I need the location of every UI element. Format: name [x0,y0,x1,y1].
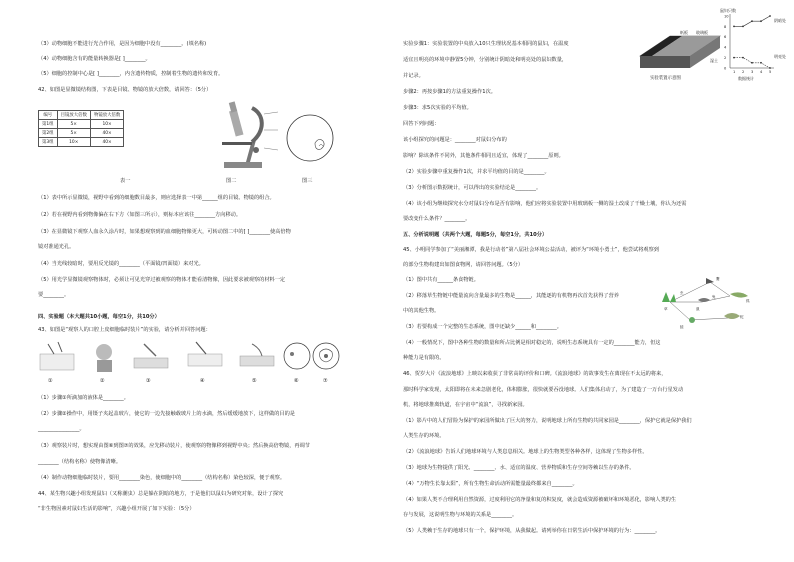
y-tick-label: 6 [724,35,727,40]
y-tick-label: 8 [724,24,727,29]
question-line: 步骤2：再按步骤1的方法重复操作1次。 [403,89,496,95]
data-point [769,67,771,69]
x-tick-label: 5 [769,70,772,74]
question-line: （1）图中共有______条食物链。 [403,277,479,283]
question-line: （2）《流浪地球》告诉人们地球环境与人类息息相关。地球上的生物类型各种各样，这体现了生物多样性。 [403,449,648,455]
question-line: 45、小明同学参加了“美丽湘潭，我是行动者”第八届社会环境公益活动，被评为“环境小勇士”，他尝试将观察到 [403,247,659,253]
data-point [760,20,762,22]
step-label: ⑦ [323,378,328,384]
question-line: “非生物因素对鼠妇生活的影响”，兴趣小组开展了如下实验：（5分） [38,506,195,512]
table-header: 编号 [39,111,58,120]
step-label: ④ [200,378,205,384]
section-heading: 四、实验题（本大题共10小题，每空1分，共10分） [38,314,160,320]
figure-caption: 图三 [302,178,313,184]
question-line: （2）实验步骤中重复操作1次，并求平均值的目的是________。 [403,169,550,175]
table-row: 第3组 10× 40× [39,138,124,147]
apparatus-figure [636,30,722,84]
question-line: 该小组探究的问题是：________对鼠妇分布的 [403,137,507,143]
question-line: 要________。 [38,292,70,298]
step-label: ② [100,378,105,384]
organism-label: 虫 [680,291,684,295]
organism-label: 鹰 [716,277,720,281]
apparatus-label: 玻璃板 [696,30,708,35]
question-line: 种能力是有限的。 [403,355,445,361]
question-line: （3）动物细胞不能进行光合作用，是因为细胞中没有________。(填名称) [38,41,207,47]
question-line: 机，将地球推离轨道，在宇宙中“流浪”，寻找新家园。 [403,402,528,408]
field-of-view-figure [285,113,335,163]
x-tick-label: 4 [760,70,763,74]
table-header: 目镜放大倍数 [57,111,90,120]
organism-label: 蛇 [740,315,744,319]
question-line: 中的其他生物。 [403,308,440,314]
question-line: （4）该小组为继续探究水分对鼠妇分布是否有影响，他们应将实验装置中用玻璃板一侧的湿土改成了干燥土壤，你认为还需 [403,201,687,207]
question-line: （4）“万物生长靠太阳”，所有生物生命活动所需能量最终都来自________。 [403,481,578,487]
x-tick-label: 2 [742,70,745,74]
question-line: （2）移落草生物链中能量流向含量最多的生物是______，其能逐的有机物再次首先获得了营养 [403,293,619,299]
graph-y-label: 鼠妇只数 [720,8,736,13]
organism-label: 鼠 [696,307,700,311]
x-tick-label: 3 [751,70,754,74]
grass-icon [662,292,676,302]
question-line: （3）若要构成一个完整的生态系统，图中还缺少______和________。 [403,324,562,330]
table-header: 物镜放大倍数 [90,111,123,120]
experiment-steps-figure [40,340,330,376]
question-line: 实验步骤1：实验装置的中央放入10只生理状况基本相同的鼠妇，在温度 [403,41,569,47]
microscope-figure [206,100,286,172]
food-web-figure [650,272,760,336]
question-line: 镜对准通光孔。 [38,244,75,250]
question-line: （5）用光学显微镜观察物体时，必须让可见光穿过被观察的物体才能看清物像，因此要求被观察的材料一定 [38,277,286,283]
table-row: 第2组 5× 40× [39,129,124,138]
data-point [742,26,744,28]
question-line: 人类生存的环境。 [403,433,445,439]
y-tick-label: 10 [724,14,729,19]
y-tick-label: 4 [724,45,727,50]
question-line: （2）步骤②操作中，用镊子夹起盖玻片，使它的一边先接触载玻片上的水滴，然后缓缓地放下，这样做的目的是 [38,411,295,417]
question-line: （1）步骤①所滴加的液体是________。 [38,395,129,401]
data-point [733,57,735,59]
question-line: ________________。 [38,426,85,432]
step-label: ⑤ [252,378,257,384]
step-label: ③ [146,378,151,384]
table-row: 第1组 5× 10× [39,120,124,129]
question-line: 那时科学家发现，太阳即将在未来急剧老化，体积膨胀，很快就要吞没地球。人们集体启动了，为了建造了一万台行星发动 [403,387,684,393]
question-line: （2）若在视野内看到物像偏在右下方（如图三所示），则标本应该往________方向移动。 [38,212,242,218]
graph-x-label: 数据统计 [738,76,754,81]
fox-icon [730,292,748,297]
apparatus-caption: 实验装置示意图 [650,76,681,81]
question-line: （5）人类赖于生存的地球只有一个，保护环境，从我做起。请列举你在日常生活中保护环境的行为：________。 [403,528,661,534]
step-label: ① [48,378,53,384]
question-line: 的部分生物构建出如图食物网，请回答问题。（5分） [403,262,524,268]
organism-label: 兔 [712,295,716,299]
mouse-woman-line-graph [718,4,792,88]
eagle-icon [706,278,714,284]
apparatus-label: 纸板 [680,30,688,35]
question-line: （1）影片中的人们冒险为保护的家园所做出了巨大的努力，说明地球上所有生物的共同家园是________，保护它就是保护我们 [403,418,692,424]
rodent-icon [698,298,710,302]
question-line: （4）动物细胞含有的能量转换器是[ ]________。 [38,56,151,62]
organism-label: 草 [664,307,668,311]
question-line: （1）表中所示显微镜，视野中看到的细胞数目最多，则应选择表一中第______组的目镜、物镜的组合。 [38,195,275,201]
section-heading: 五、分析说明题（共两个大题，每题5分，每空1分，共10分） [403,232,548,238]
question-line: （4）一般情况下，图中各种生物的数量和所占比例是相对稳定的，说明生态系统具有一定的________能力，但这 [403,340,661,346]
question-line: （4）如果人类不合理利用自然资源，过度利用它的净量和复的积复度，就会造成资源被破坏和环境恶化，影响人类的生 [403,497,677,503]
organism-label: 狐 [746,299,750,303]
organism-label: 蛙 [680,325,684,329]
y-tick-label: 0 [724,66,727,71]
question-line: 44、某生物兴趣小组发现鼠妇（又称潮虫）总是躲在阴暗的地方，于是他们以鼠妇为研究对象，设计了探究 [38,491,284,497]
magnification-table [38,110,124,147]
question-line: 42、如图是显微镜结构图，下表是目镜、物镜的放大倍数，请回答：（5分） [38,87,212,93]
question-line: 并记录。 [403,73,424,79]
question-line: 适宜且明亮的环境中静置5分钟，分别统计阴暗处和明亮处的鼠妇数量， [403,57,568,63]
question-line: 要改变什么条件？________。 [403,216,471,222]
data-point [760,62,762,64]
y-tick-label: 2 [724,56,727,60]
frog-icon [689,317,695,323]
apparatus-label: 湿土 [710,58,718,63]
legend-dark: 阴暗处 [774,18,786,23]
question-line: （5）细胞的控制中心是[ ]________，内含遗传物质，控制着生物的遗传和发育。 [38,71,224,77]
question-line: （3）观察装片时，想实现由图⑥到图⑦的效果，应先移动装片，使观察的物像移到视野中央；然后换高倍物镜，再调节 [38,443,310,449]
x-tick-label: 1 [733,70,736,74]
step-label: ⑥ [294,378,299,384]
figure-caption: 图二 [226,178,237,184]
figure-caption: 表一 [120,178,131,184]
legend-bright: 明亮处 [774,54,786,59]
question-line: （3）分析图示数据统计，可以得出的实验结论是________。 [403,185,542,191]
question-line: 回答下列问题： [403,121,440,127]
data-point [769,15,771,17]
question-line: 步骤3：求5次实验的平均值。 [403,105,472,111]
question-line: （3）地球为生物提供了阳光、________、水、适宜的温度、营养物质和生存空间等赖以生存的条件。 [403,465,635,471]
question-line: （3）在显微镜下观察人血永久涂片时，如果想观察到的血细胞物像更大，可转动图二中的[ ]________使高倍物 [38,229,291,235]
data-point [742,57,744,59]
question-line: 46、贺岁大片《流浪地球》上映以来收获了非常高的评价和口碑。《流浪地球》的故事发生在离现在不太远的将来， [403,371,667,377]
data-point [751,62,753,64]
question-line: 影响？除该条件不同外，其他条件相同且适宜，体现了________原则。 [403,153,564,159]
question-line: 43、如图是“观察人的口腔上皮细胞临时装片”的实验，请分析并回答问题： [38,327,211,333]
question-line: （4）制作动物细胞临时装片，要用________染色，使细胞中的________（结构名称）染色较深，便于观察。 [38,475,286,481]
data-point [733,26,735,28]
question-line: 存与发展，这说明生物与环境的关系是________。 [403,512,518,518]
question-line: （4）当光线较暗时，要用反光镜的________（平面镜/凹面镜）来对光。 [38,261,204,267]
question-line: ________（结构名称）使物像清晰。 [38,459,122,465]
data-point [751,20,753,22]
